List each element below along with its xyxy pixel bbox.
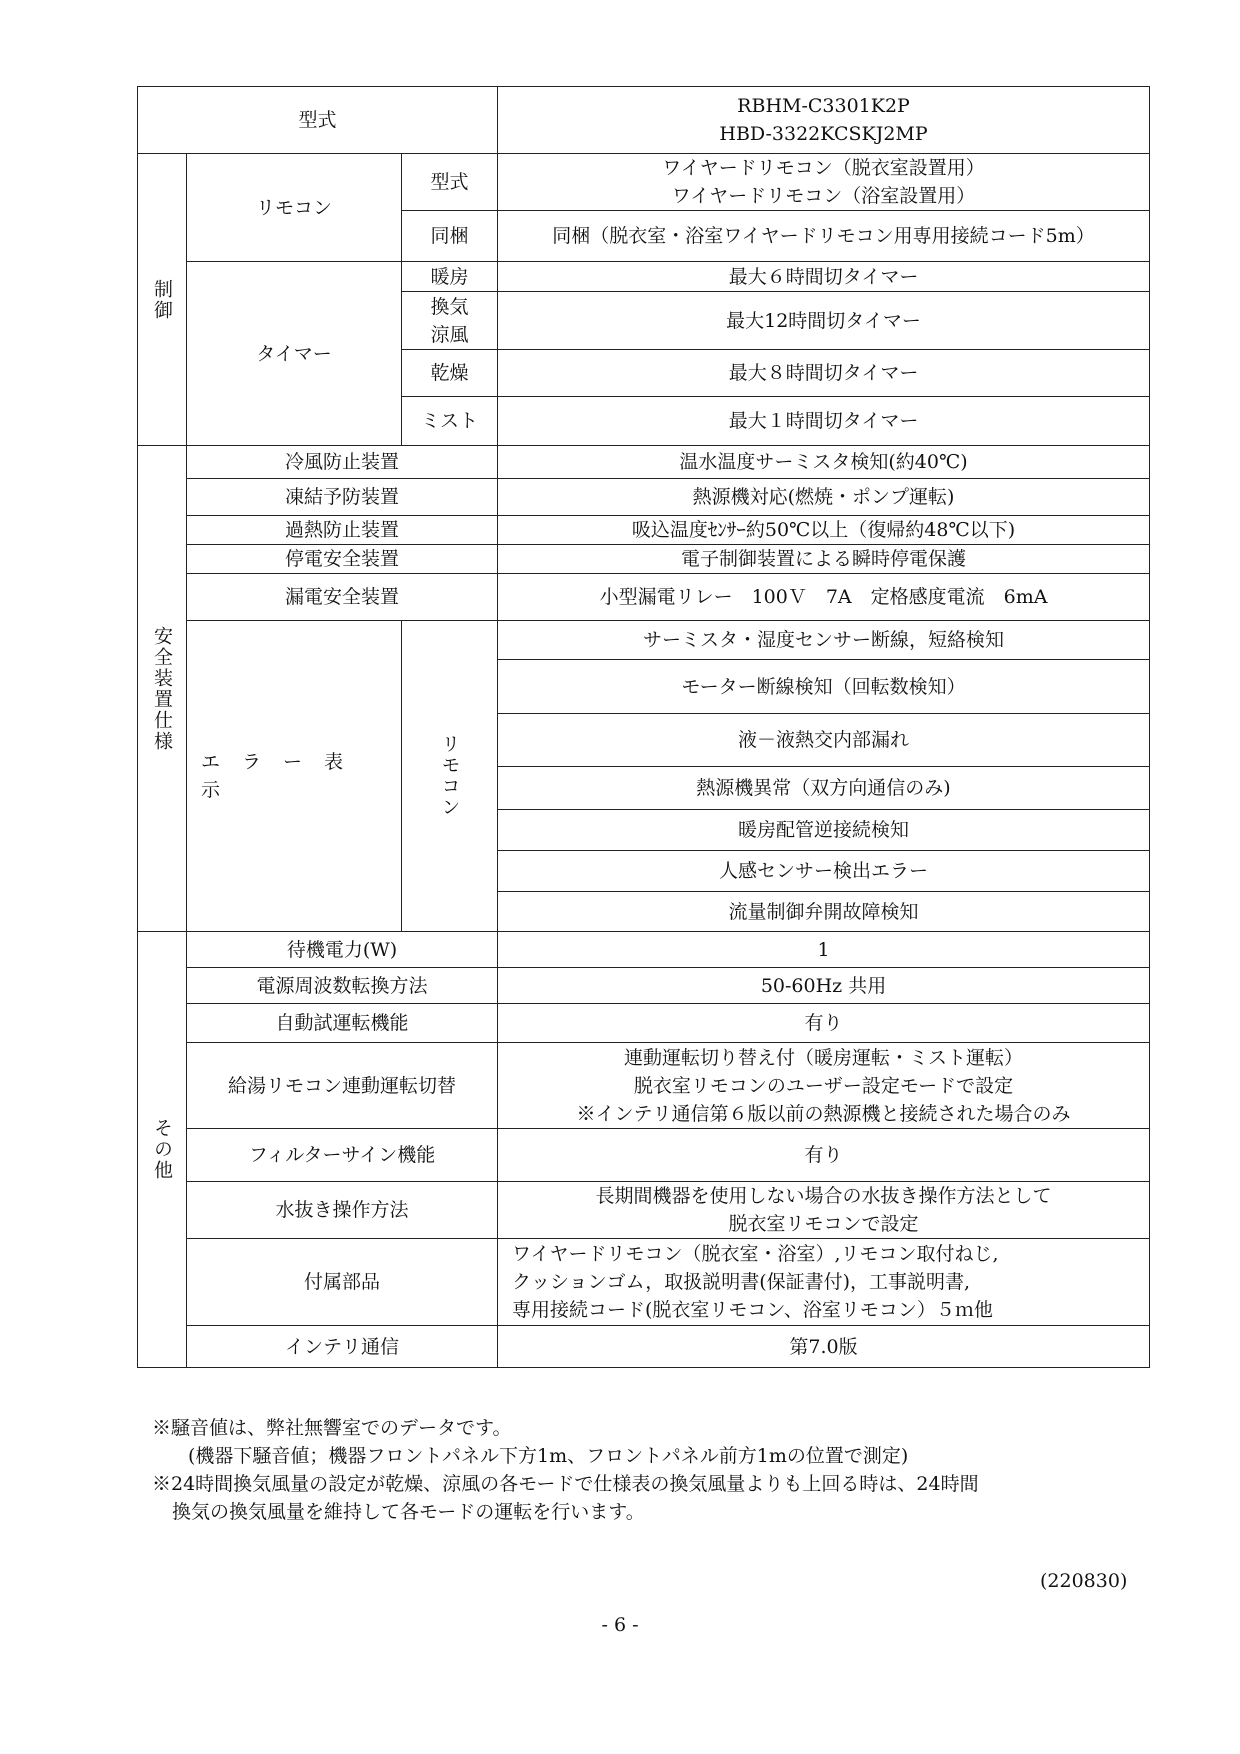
note-line: ※24時間換気風量の設定が乾燥、涼風の各モードで仕様表の換気風量よりも上回る時は、24時間	[152, 1473, 979, 1495]
safety-value: 吸込温度ｾﾝｻｰ約50℃以上（復帰約48℃以下)	[498, 516, 1150, 545]
error-label: エラー表示	[201, 751, 366, 801]
safety-group-cell	[138, 446, 187, 932]
other-value-line: 連動運転切り替え付（暖房運転・ミスト運転）	[624, 1046, 1024, 1069]
model-value-1: RBHM-C3301K2P	[737, 95, 910, 117]
timer-mode-text: 涼風	[430, 323, 469, 346]
other-value-line: 第7.0版	[789, 1335, 858, 1358]
other-value	[498, 1239, 1150, 1326]
remote-bundle-label: 同梱	[402, 211, 498, 262]
error-sub-label: リモコン	[438, 734, 461, 818]
other-value-line: クッションゴム，取扱説明書(保証書付)，工事説明書,	[512, 1271, 971, 1293]
remote-label: リモコン	[187, 154, 402, 262]
other-value	[498, 968, 1150, 1004]
remote-type-value-2: ワイヤードリモコン（浴室設置用）	[671, 185, 976, 207]
timer-mode	[402, 350, 498, 397]
other-group-cell	[138, 932, 187, 1368]
error-item: サーミスタ・湿度センサー断線，短絡検知	[498, 621, 1150, 660]
other-value	[498, 1004, 1150, 1043]
model-value-2: HBD-3322KCSKJ2MP	[719, 123, 928, 145]
timer-mode-text: 暖房	[430, 265, 469, 288]
other-value	[498, 1043, 1150, 1129]
timer-value: 最大12時間切タイマー	[498, 292, 1150, 350]
other-value-line: 有り	[804, 1144, 843, 1166]
timer-mode	[402, 397, 498, 446]
timer-mode-text: 乾燥	[430, 362, 469, 384]
other-value	[498, 1326, 1150, 1368]
control-group-label: 制御	[151, 278, 173, 321]
other-value-line: 脱衣室リモコンで設定	[728, 1213, 919, 1235]
notes	[152, 1414, 1132, 1526]
other-value-line: ワイヤードリモコン（脱衣室・浴室）,リモコン取付ねじ,	[512, 1243, 999, 1265]
other-value-line: 1	[817, 938, 830, 961]
timer-mode-text: ミスト	[421, 410, 479, 432]
spec-table	[137, 86, 1150, 1368]
other-label: 自動試運転機能	[187, 1004, 498, 1043]
other-value	[498, 1129, 1150, 1182]
error-sub-cell	[402, 621, 498, 932]
other-group-label: その他	[151, 1118, 173, 1181]
model-values	[498, 87, 1150, 154]
other-label: 電源周波数転換方法	[187, 968, 498, 1004]
other-label: フィルターサイン機能	[187, 1129, 498, 1182]
timer-mode	[402, 262, 498, 292]
safety-label: 冷風防止装置	[187, 446, 498, 479]
error-item: 流量制御弁開故障検知	[498, 892, 1150, 932]
error-item: モーター断線検知（回転数検知）	[498, 660, 1150, 714]
other-label: インテリ通信	[187, 1326, 498, 1368]
other-value	[498, 932, 1150, 968]
note-line: 換気の換気風量を維持して各モードの運転を行います。	[172, 1501, 645, 1523]
doc-number: (220830)	[1040, 1570, 1128, 1592]
timer-value: 最大１時間切タイマー	[498, 397, 1150, 446]
safety-label: 漏電安全装置	[187, 574, 498, 621]
note-line: ※騒音値は、弊社無響室でのデータです。	[152, 1417, 512, 1439]
safety-label: 凍結予防装置	[187, 479, 498, 516]
other-value-line: 脱衣室リモコンのユーザー設定モードで設定	[633, 1074, 1014, 1097]
other-value-line: 長期間機器を使用しない場合の水抜き操作方法として	[595, 1185, 1052, 1207]
other-value	[498, 1182, 1150, 1239]
other-label: 付属部品	[187, 1239, 498, 1326]
safety-value: 電子制御装置による瞬時停電保護	[498, 545, 1150, 574]
error-item: 人感センサー検出エラー	[498, 851, 1150, 892]
other-label: 水抜き操作方法	[187, 1182, 498, 1239]
safety-value: 温水温度サーミスタ検知(約40℃)	[498, 446, 1150, 479]
error-item: 暖房配管逆接続検知	[498, 810, 1150, 851]
error-item: 熱源機異常（双方向通信のみ)	[498, 767, 1150, 810]
note-line: (機器下騒音値；機器フロントパネル下方1m、フロントパネル前方1mの位置で測定)	[188, 1445, 909, 1467]
remote-type-label: 型式	[402, 154, 498, 211]
control-group-cell	[138, 154, 187, 446]
remote-type-values	[498, 154, 1150, 211]
timer-label: タイマー	[187, 262, 402, 446]
other-value-line: 有り	[804, 1012, 843, 1034]
safety-label: 過熱防止装置	[187, 516, 498, 545]
timer-mode-text: 換気	[430, 295, 469, 318]
other-value-line: 50-60Hz 共用	[760, 974, 887, 997]
error-item: 液－液熱交内部漏れ	[498, 714, 1150, 767]
model-label: 型式	[138, 87, 498, 154]
remote-type-value-1: ワイヤードリモコン（脱衣室設置用）	[662, 157, 985, 179]
safety-group-label: 安全装置仕様	[151, 625, 173, 752]
other-value-line: ※インテリ通信第６版以前の熱源機と接続された場合のみ	[576, 1102, 1071, 1125]
timer-value: 最大６時間切タイマー	[498, 262, 1150, 292]
safety-value: 熱源機対応(燃焼・ポンプ運転)	[498, 479, 1150, 516]
error-label-cell	[187, 621, 402, 932]
other-label: 給湯リモコン連動運転切替	[187, 1043, 498, 1129]
timer-mode	[402, 292, 498, 350]
timer-value: 最大８時間切タイマー	[498, 350, 1150, 397]
safety-label: 停電安全装置	[187, 545, 498, 574]
safety-value: 小型漏電リレー 100Ｖ 7A 定格感度電流 6mA	[498, 574, 1150, 621]
page-number: - 6 -	[601, 1614, 639, 1636]
remote-bundle-value: 同梱（脱衣室・浴室ワイヤードリモコン用専用接続コード5m）	[498, 211, 1150, 262]
other-value-line: 専用接続コード(脱衣室リモコン、浴室リモコン）５ｍ他	[512, 1299, 993, 1321]
other-label: 待機電力(W)	[187, 932, 498, 968]
